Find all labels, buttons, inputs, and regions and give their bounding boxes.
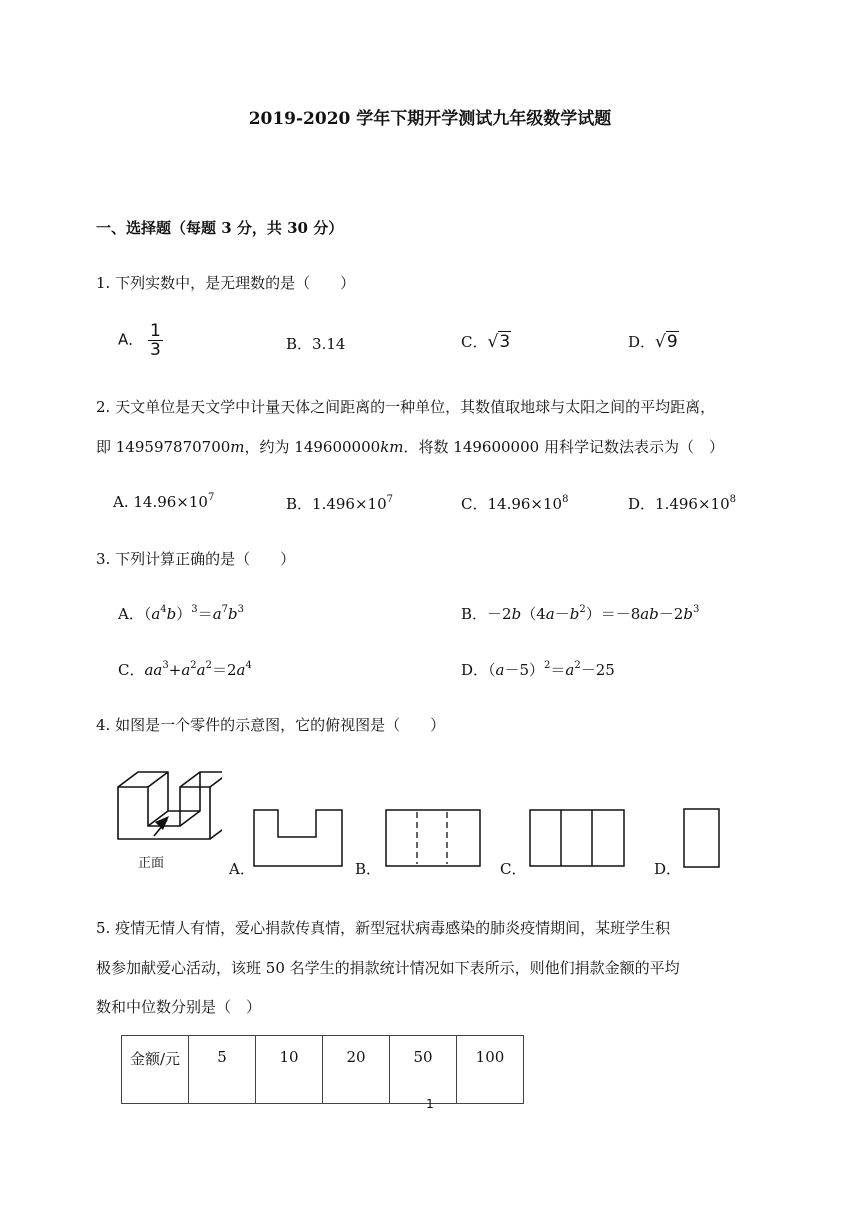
q4-option-d-label: D． (654, 860, 682, 878)
question-4-stem: 4. 如图是一个零件的示意图，它的俯视图是（ ） (96, 716, 446, 734)
text: ．将数 149600000 用科学记数法表示为（ ） (403, 438, 724, 456)
q2-option-d (628, 493, 736, 514)
question-3-stem: 3. 下列计算正确的是（ ） (96, 550, 296, 568)
table-cell: 10 (256, 1036, 323, 1104)
text: C．14.96×10 (461, 495, 563, 513)
table-cell: 100 (457, 1036, 524, 1104)
table-cell: 5 (189, 1036, 256, 1104)
q1-option-c-label: C． (461, 333, 488, 351)
donation-table (121, 1035, 524, 1104)
q4-option-a-label: A． (229, 860, 255, 878)
unit-km: km (380, 438, 404, 456)
unit-m: m (230, 438, 245, 456)
exponent: 8 (562, 494, 569, 505)
q3-option-d: D．$(a-5)^2=a^2-25$ (461, 660, 615, 679)
table-cell: 50 (390, 1036, 457, 1104)
fraction (148, 322, 163, 359)
arrow-icon (155, 816, 169, 830)
numerator: 1 (150, 321, 161, 341)
part-3d-diagram (110, 768, 222, 874)
question-1-stem: 1. 下列实数中，是无理数的是（ ） (96, 274, 356, 292)
sqrt-symbol: √3 (487, 332, 511, 352)
q3-option-b: B．$-2b(4a-b^2)=-8ab-2b^3$ (461, 604, 700, 623)
question-5-line-2: 极参加献爱心活动，该班 50 名学生的捐款统计情况如下表所示，则他们捐款金额的平均 (96, 959, 680, 977)
exponent: 7 (386, 494, 393, 505)
exponent: 8 (729, 494, 736, 505)
q4-option-b-label: B． (355, 860, 382, 878)
q1-option-a (118, 322, 163, 359)
q4-option-b-figure (384, 808, 482, 868)
page-number: 1 (426, 1097, 434, 1111)
q2-option-a (113, 493, 214, 511)
exponent: 7 (207, 492, 215, 503)
text: ，约为 149600000 (244, 438, 381, 456)
q1-option-d-label: D． (628, 333, 656, 351)
q1-option-a-label: A． (118, 330, 144, 349)
text: A. 14.96×10 (113, 493, 208, 511)
question-5-line-3: 数和中位数分别是（ ） (96, 998, 262, 1016)
q4-option-d-figure (682, 807, 722, 869)
question-2-line-2 (96, 436, 724, 457)
text: B．1.496×10 (286, 495, 387, 513)
table-cell: 20 (323, 1036, 390, 1104)
q3-option-c: C．$aa^3+a^2a^2=2a^4$ (118, 660, 252, 679)
table-cell: 金额/元 (122, 1036, 189, 1104)
text: 即 149597870700 (96, 438, 231, 456)
q1-option-b: B．3.14 (286, 335, 346, 353)
q2-option-c (461, 493, 568, 514)
sqrt-symbol: √9 (655, 332, 678, 352)
page-title: 2019-2020 学年下期开学测试九年级数学试题 (248, 109, 612, 129)
denominator: 3 (150, 340, 161, 360)
q4-option-a-figure (252, 808, 344, 868)
section-heading: 一、选择题（每题 3 分，共 30 分） (96, 219, 344, 237)
q1-option-d (628, 331, 679, 352)
q1-option-c (461, 331, 511, 352)
radicand: 9 (666, 332, 678, 352)
table-row (122, 1036, 524, 1104)
question-2-line-1: 2. 天文单位是天文学中计量天体之间距离的一种单位，其数值取地球与太阳之间的平均距离， (96, 398, 716, 416)
q2-option-b (286, 493, 393, 514)
q3-option-a: A．$(a^4b)^3=a^7b^3$ (118, 604, 244, 623)
q4-option-c-label: C． (500, 860, 527, 878)
front-label: 正面 (138, 856, 165, 871)
text: D．1.496×10 (628, 495, 730, 513)
radicand: 3 (499, 332, 511, 352)
question-5-line-1: 5. 疫情无情人有情，爱心捐款传真情，新型冠状病毒感染的肺炎疫情期间，某班学生积 (96, 919, 671, 937)
q4-option-c-figure (528, 808, 626, 868)
